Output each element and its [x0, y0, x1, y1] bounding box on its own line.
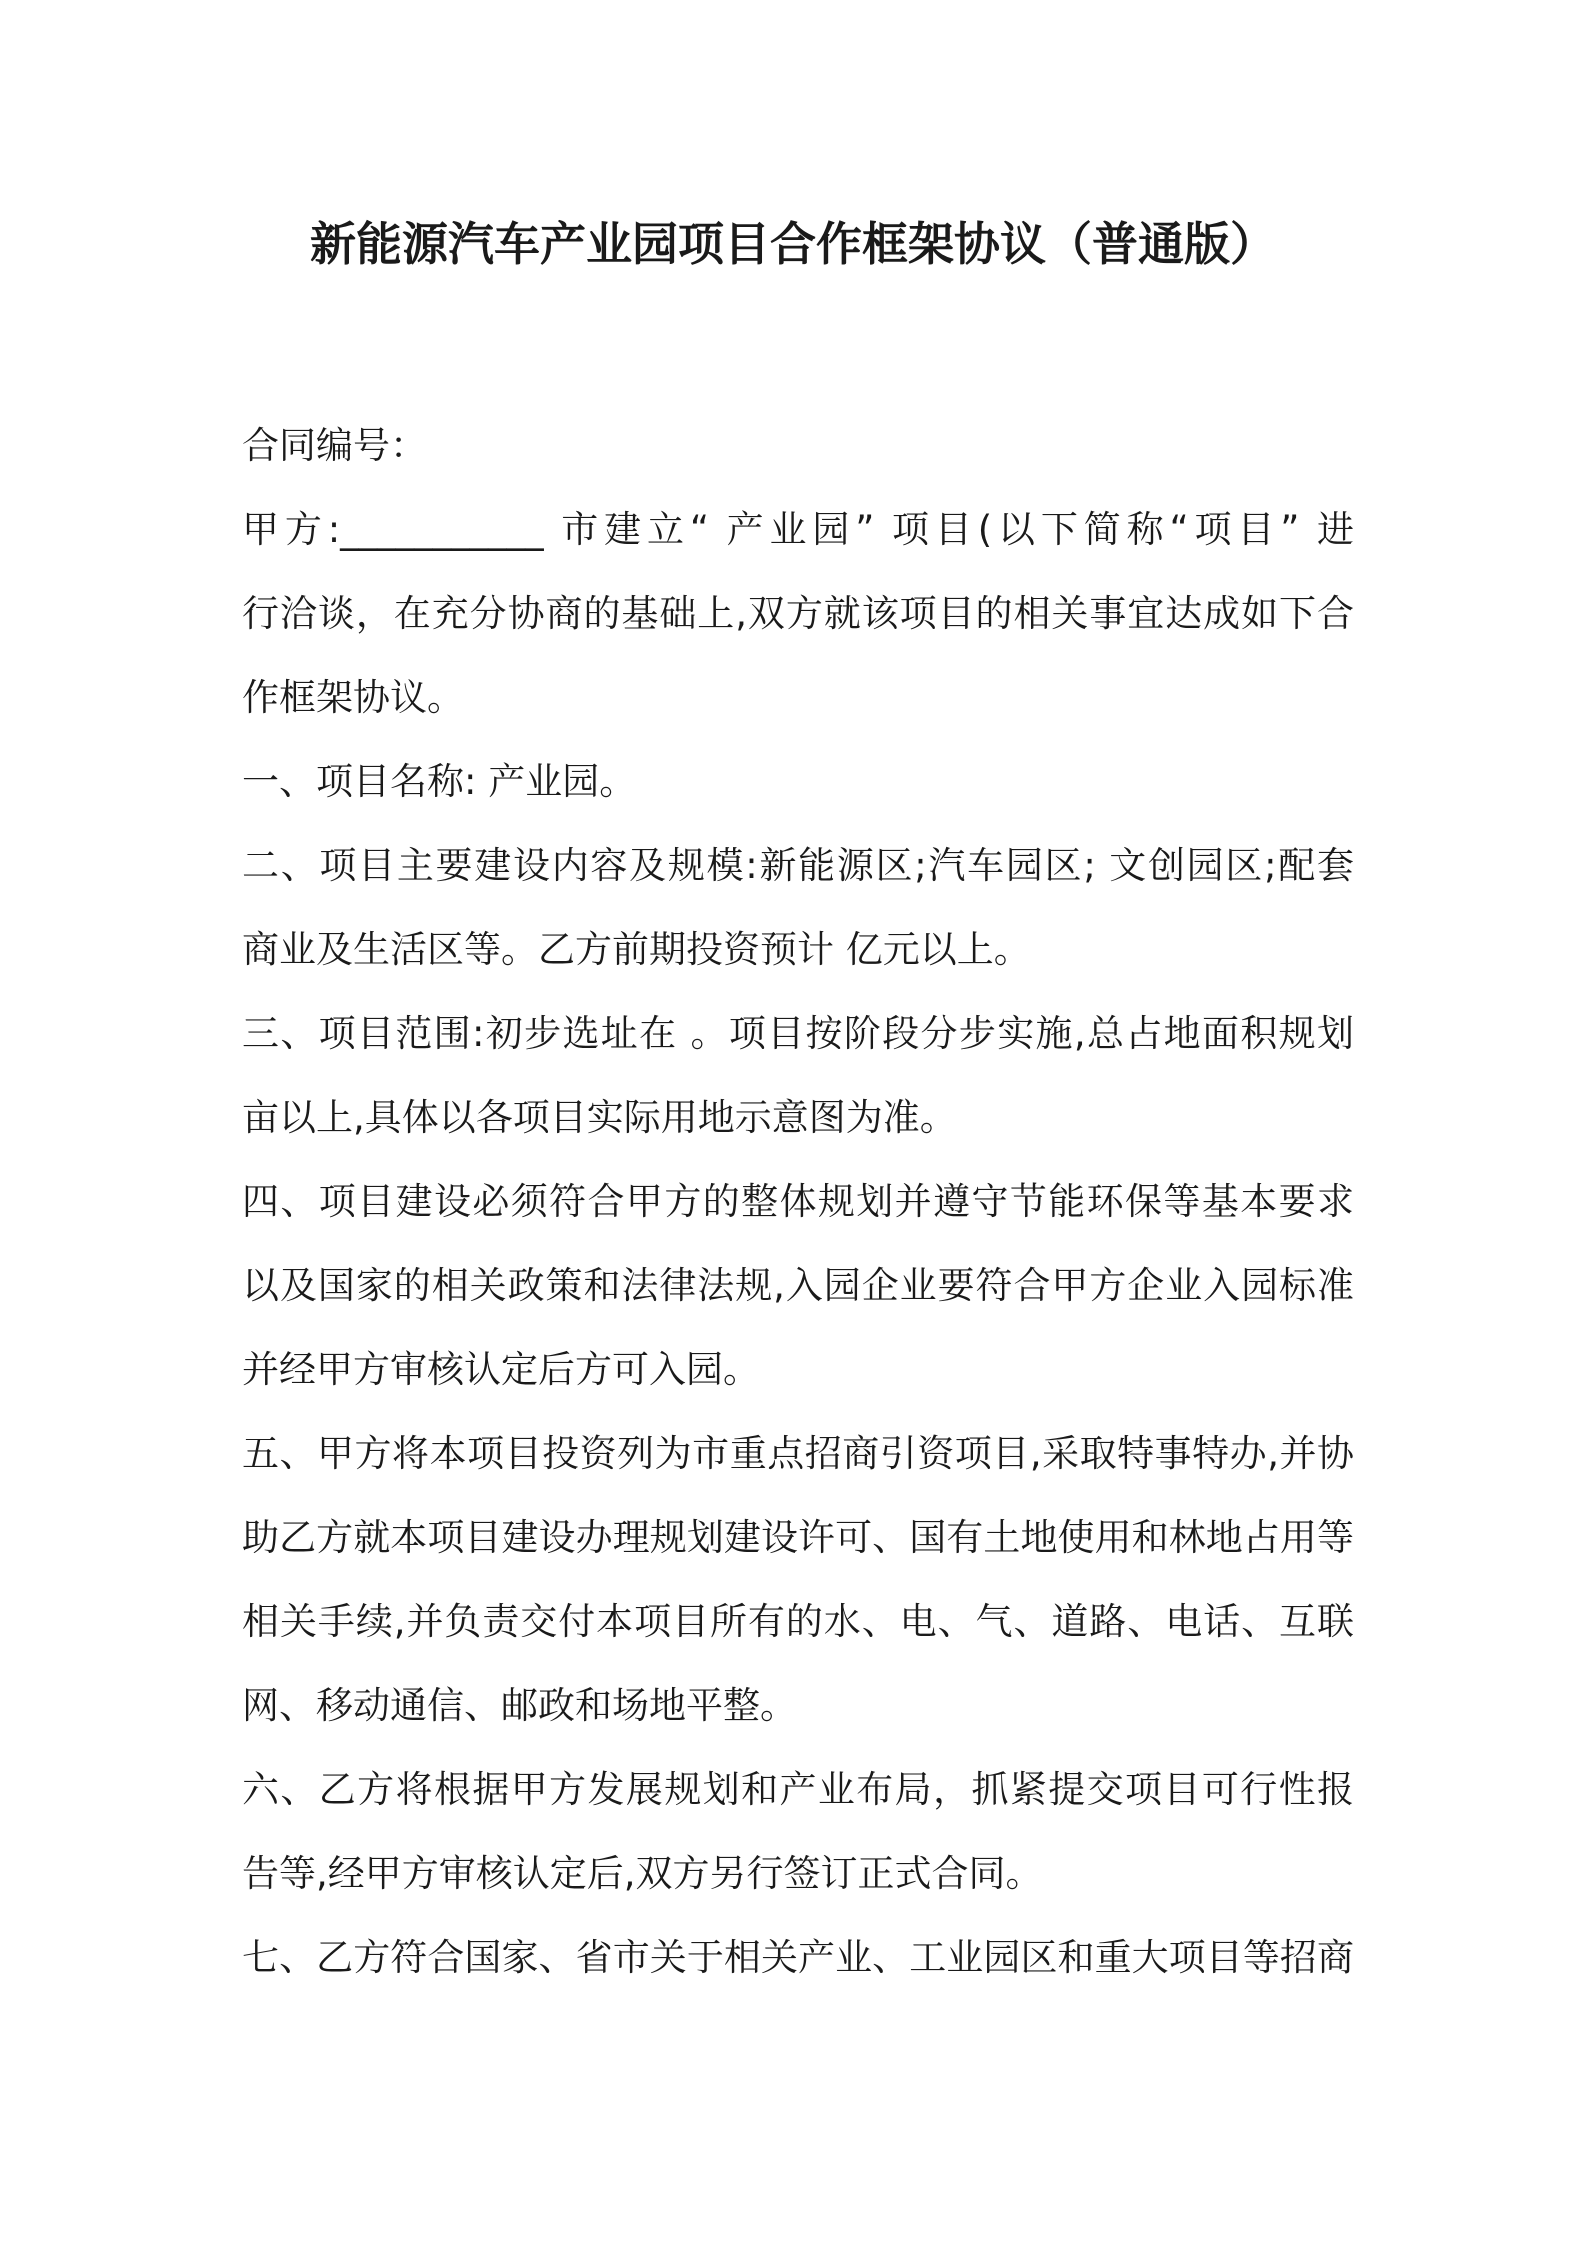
clause-3-line: 三、项目范围:初步选址在 。项目按阶段分步实施,总占地面积规划 [242, 1012, 1354, 1055]
document-title: 新能源汽车产业园项目合作框架协议（普通版） [310, 217, 1276, 271]
clause-4-line: 以及国家的相关政策和法律法规,入园企业要符合甲方企业入园标准 [242, 1264, 1354, 1307]
contract-number-line: 合同编号： [242, 424, 427, 467]
clause-7-line: 七、乙方符合国家、省市关于相关产业、工业园区和重大项目等招商 [242, 1936, 1354, 1979]
clause-5-line: 助乙方就本项目建设办理规划建设许可、国有土地使用和林地占用等 [242, 1516, 1354, 1559]
paragraph-line: 甲方:___________ 市建立“ 产业园” 项目(以下简称“项目” 进 [242, 508, 1354, 551]
clause-5-line: 网、移动通信、邮政和场地平整。 [242, 1684, 797, 1727]
paragraph-line: 作框架协议。 [242, 676, 464, 719]
clause-3-line: 亩以上,具体以各项目实际用地示意图为准。 [242, 1096, 957, 1139]
clause-1-line: 一、项目名称: 产业园。 [242, 760, 637, 803]
clause-2-line: 二、项目主要建设内容及规模:新能源区;汽车园区; 文创园区;配套 [242, 844, 1354, 887]
clause-5-line: 相关手续,并负责交付本项目所有的水、电、气、道路、电话、互联 [242, 1600, 1354, 1643]
paragraph-line: 行洽谈，在充分协商的基础上,双方就该项目的相关事宜达成如下合 [242, 592, 1354, 635]
clause-5-line: 五、甲方将本项目投资列为市重点招商引资项目,采取特事特办,并协 [242, 1432, 1354, 1475]
clause-6-line: 六、乙方将根据甲方发展规划和产业布局，抓紧提交项目可行性报 [242, 1768, 1354, 1811]
clause-4-line: 并经甲方审核认定后方可入园。 [242, 1348, 760, 1391]
clause-6-line: 告等,经甲方审核认定后,双方另行签订正式合同。 [242, 1852, 1043, 1895]
clause-2-line: 商业及生活区等。乙方前期投资预计 亿元以上。 [242, 928, 1031, 971]
document-body [242, 404, 1354, 2000]
clause-4-line: 四、项目建设必须符合甲方的整体规划并遵守节能环保等基本要求 [242, 1180, 1354, 1223]
